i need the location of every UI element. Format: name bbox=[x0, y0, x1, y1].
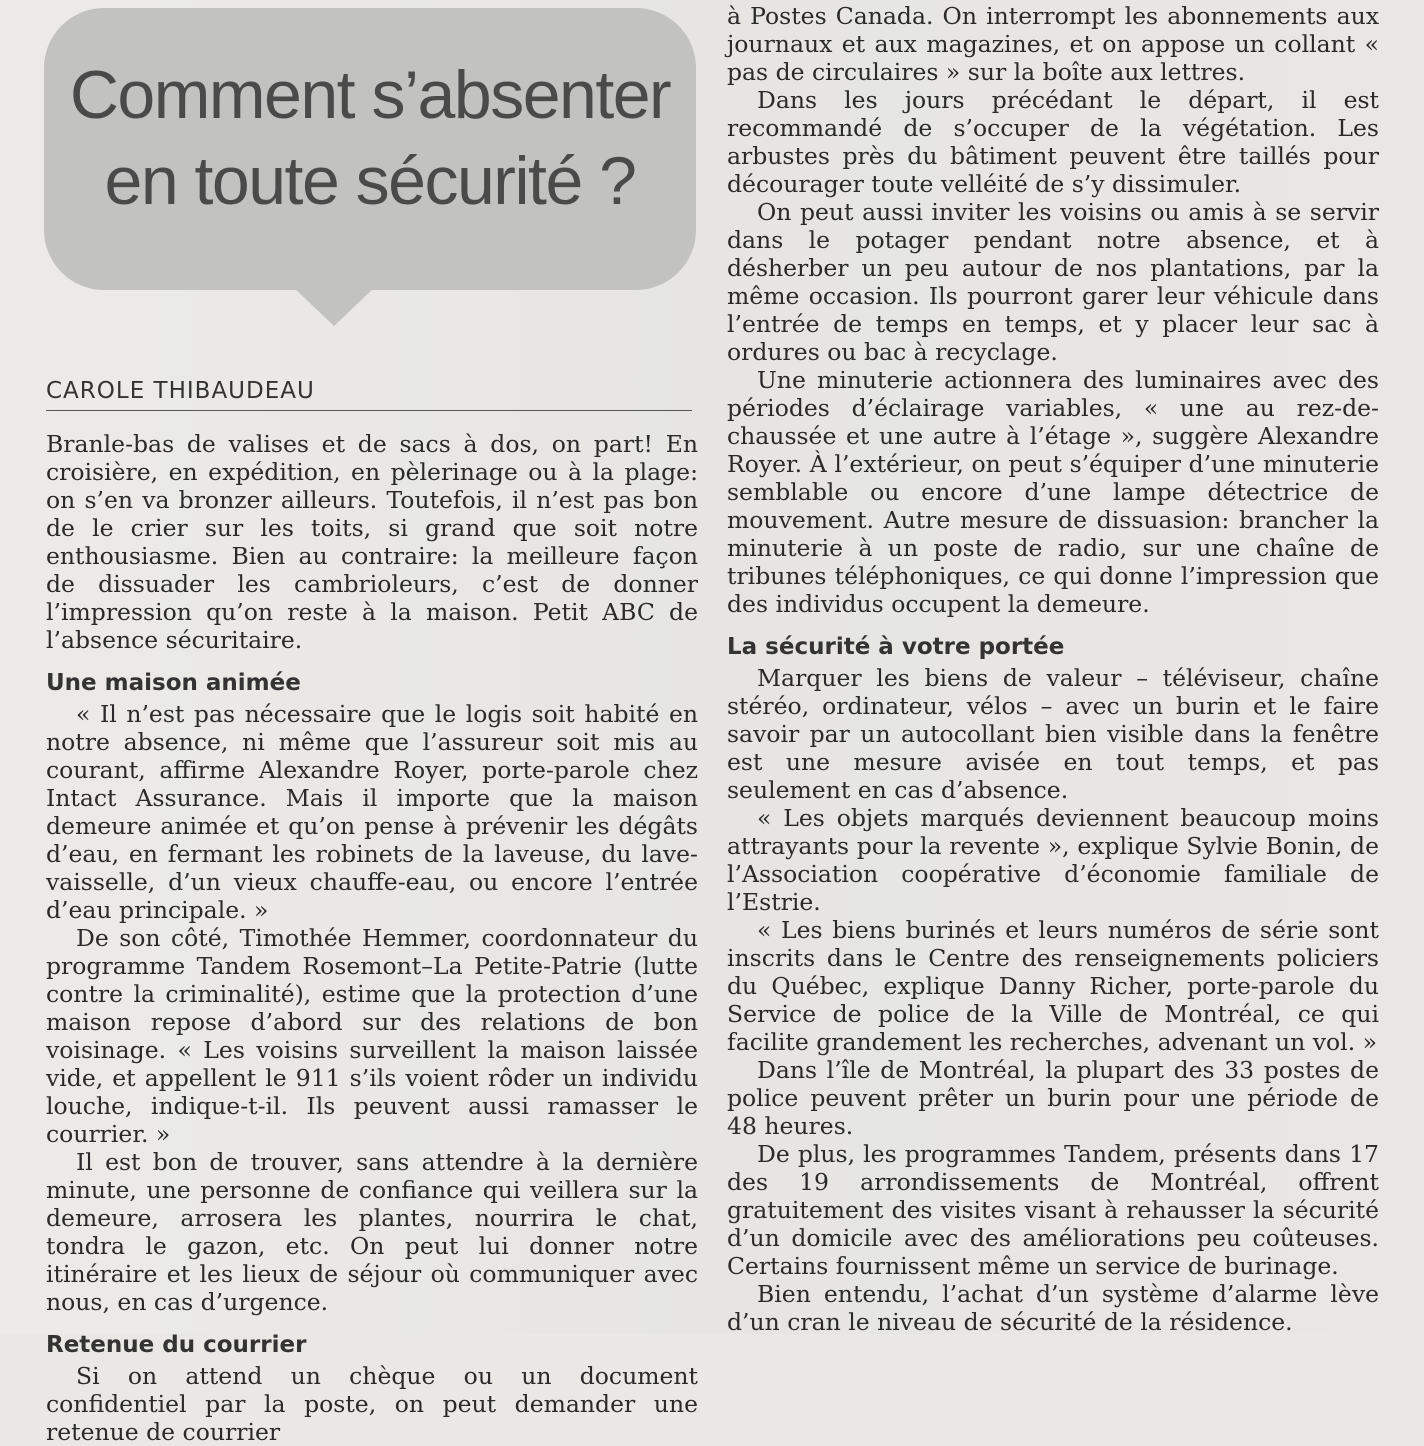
article-paragraph: Dans les jours précédant le départ, il est recommandé de s’occuper de la végétation. Les arbustes près du bâtiment peuvent être taillés pour décourager toute velléité de s’y dissimuler. bbox=[727, 86, 1379, 198]
article-paragraph: « Il n’est pas nécessaire que le logis soit habité en notre absence, ni même que l’assureur soit mis au courant, affirme Alexandre Royer, porte-parole chez Intact Assurance. Mais il importe que la maison demeure animée et qu’on pense à prévenir les dégâts d’eau, en fermant les robinets de la laveuse, du lave-vaisselle, d’un vieux chauffe-eau, ou encore l’entrée d’eau principale. » bbox=[46, 700, 698, 924]
article-paragraph: On peut aussi inviter les voisins ou amis à se servir dans le potager pendant notre absence, et à désherber un peu autour de nos plantations, par la même occasion. Ils pourront garer leur véhicule dans l’entrée de temps en temps, et y placer leur sac à ordures ou bac à recyclage. bbox=[727, 198, 1379, 366]
article-paragraph: à Postes Canada. On interrompt les abonnements aux journaux et aux magazines, et on appose un collant « pas de circulaires » sur la boîte aux lettres. bbox=[727, 2, 1379, 86]
section-heading-retenue-courrier: Retenue du courrier bbox=[46, 1332, 307, 1358]
article-paragraph: Dans l’île de Montréal, la plupart des 33 postes de police peuvent prêter un burin pour une période de 48 heures. bbox=[727, 1056, 1379, 1140]
article-paragraph: Une minuterie actionnera des luminaires avec des périodes d’éclairage variables, « une au rez-de-chaussée et une autre à l’étage », suggère Alexandre Royer. À l’extérieur, on peut s’équiper d’une minuterie semblable ou encore d’une lampe détectrice de mouvement. Autre mesure de dissuasion: brancher la minuterie à un poste de radio, sur une chaîne de tribunes téléphoniques, ce qui donne l’impression que des individus occupent la demeure. bbox=[727, 366, 1379, 618]
right-column bbox=[727, 2, 1379, 1336]
headline-line-1: Comment s’absenter bbox=[69, 57, 671, 133]
headline bbox=[60, 52, 680, 224]
author-byline: CAROLE THIBAUDEAU bbox=[46, 378, 692, 411]
headline-line-2: en toute sécurité ? bbox=[104, 143, 636, 219]
left-column bbox=[46, 430, 698, 1446]
article-paragraph: « Les objets marqués deviennent beaucoup moins attrayants pour la revente », explique Sylvie Bonin, de l’Association coopérative d’économie familiale de l’Estrie. bbox=[727, 804, 1379, 916]
section-heading-maison-animee: Une maison animée bbox=[46, 670, 301, 696]
article-paragraph: Si on attend un chèque ou un document confidentiel par la poste, on peut demander une retenue de courrier bbox=[46, 1362, 698, 1446]
article-paragraph: Bien entendu, l’achat d’un système d’alarme lève d’un cran le niveau de sécurité de la résidence. bbox=[727, 1280, 1379, 1336]
article-paragraph: Marquer les biens de valeur – téléviseur, chaîne stéréo, ordinateur, vélos – avec un burin et le faire savoir par un autocollant bien visible dans la fenêtre est une mesure avisée en tout temps, et pas seulement en cas d’absence. bbox=[727, 664, 1379, 804]
article-paragraph: De plus, les programmes Tandem, présents dans 17 des 19 arrondissements de Montréal, offrent gratuitement des visites visant à rehausser la sécurité d’un domicile avec des améliorations peu coûteuses. Certains fournissent même un service de burinage. bbox=[727, 1140, 1379, 1280]
speech-bubble-tail bbox=[292, 286, 376, 326]
intro-paragraph: Branle-bas de valises et de sacs à dos, on part! En croisière, en expédition, en pèlerinage ou à la plage: on s’en va bronzer ailleurs. Toutefois, il n’est pas bon de le crier sur les toits, si grand que soit notre enthousiasme. Bien au contraire: la meilleure façon de dissuader les cambrioleurs, c’est de donner l’impression qu’on reste à la maison. Petit ABC de l’absence sécuritaire. bbox=[46, 430, 698, 654]
article-paragraph: Il est bon de trouver, sans attendre à la dernière minute, une personne de confiance qui veillera sur la demeure, arrosera les plantes, nourrira le chat, tondra le gazon, etc. On peut lui donner notre itinéraire et les lieux de séjour où communiquer avec nous, en cas d’urgence. bbox=[46, 1148, 698, 1316]
article-paragraph: « Les biens burinés et leurs numéros de série sont inscrits dans le Centre des renseignements policiers du Québec, explique Danny Richer, porte-parole du Service de police de la Ville de Montréal, ce qui facilite grandement les recherches, advenant un vol. » bbox=[727, 916, 1379, 1056]
article-paragraph: De son côté, Timothée Hemmer, coordonnateur du programme Tandem Rosemont–La Petite-Patrie (lutte contre la criminalité), estime que la protection d’une maison repose d’abord sur des relations de bon voisinage. « Les voisins surveillent la maison laissée vide, et appellent le 911 s’ils voient rôder un individu louche, indique-t-il. Ils peuvent aussi ramasser le courrier. » bbox=[46, 924, 698, 1148]
section-heading-securite-portee: La sécurité à votre portée bbox=[727, 634, 1065, 660]
